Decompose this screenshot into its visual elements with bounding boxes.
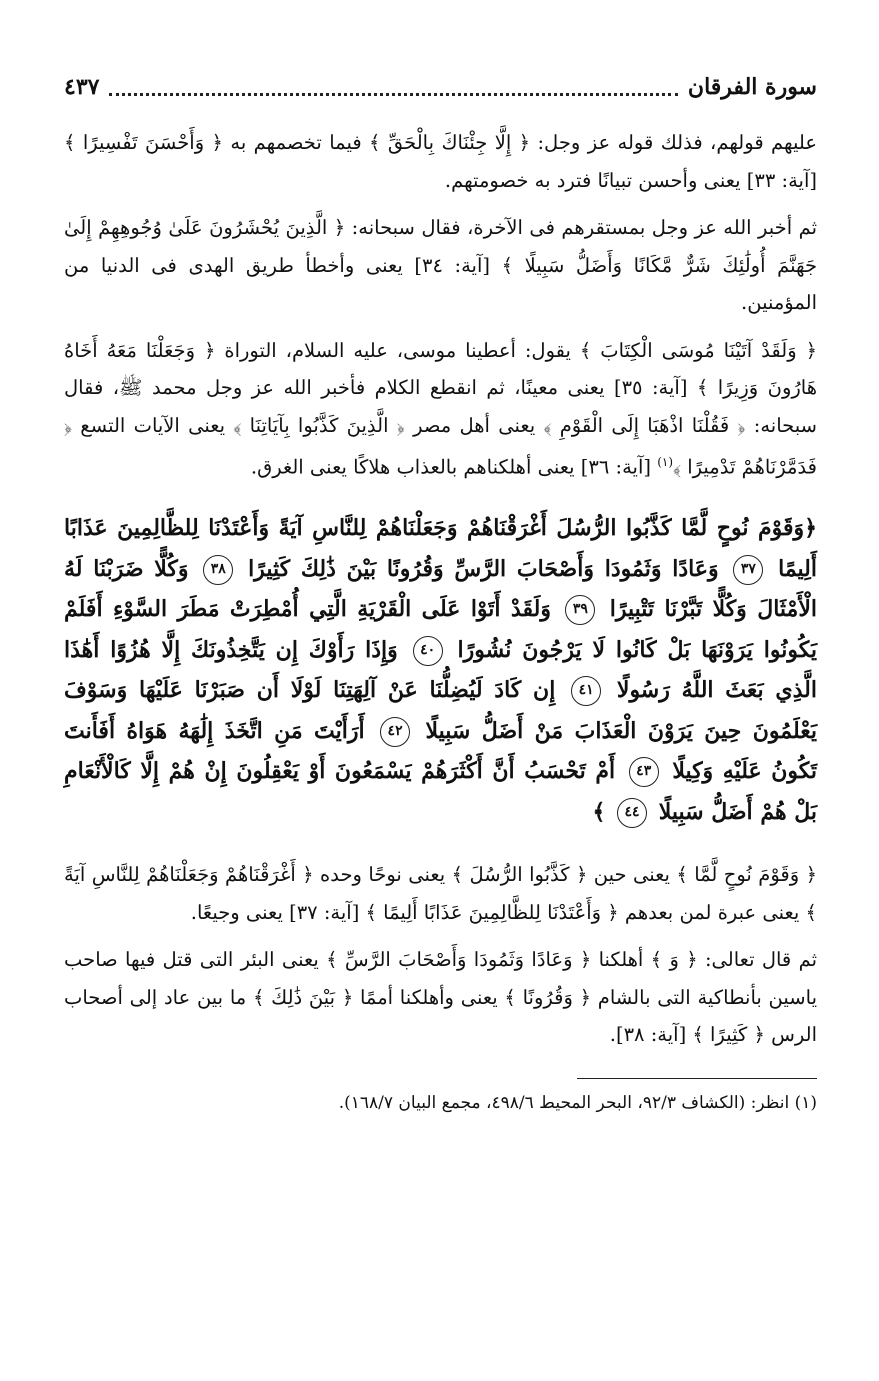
verse-number-43: ٤٣ bbox=[629, 757, 659, 787]
tafsir-paragraph-3 bbox=[64, 332, 817, 487]
verse-text: وَإِذَا رَأَوْكَ إِن يَتَّخِذُونَكَ إِلَّا هُزُوًا أَهَٰذَا الَّذِي بَعَثَ اللَّهُ رَسُولًا bbox=[64, 636, 817, 703]
commentary-paragraph-1: ﴿ وَقَوْمَ نُوحٍ لَّمَّا ﴾ يعنى حين ﴿ كَذَّبُوا الرُّسُلَ ﴾ يعنى نوحًا وحده ﴿ أَغْرَقْنَاهُمْ وَجَعَلْنَاهُمْ لِلنَّاسِ آيَةً ﴾ يعنى عبرة لمن بعدهم ﴿ وَأَعْتَدْنَا لِلظَّالِمِينَ عَذَابًا أَلِيمًا ﴾ [آية: ٣٧] يعنى وجيعًا. bbox=[64, 863, 817, 924]
footnote: (١) انظر: (الكشاف ٩٢/٣، البحر المحيط ٤٩٨/٦، مجمع البيان ١٦٨/٧). bbox=[338, 1092, 817, 1113]
verse-text: وَلَقَدْ أَتَوْا عَلَى الْقَرْيَةِ الَّتِي أُمْطِرَتْ مَطَرَ السَّوْءِ أَفَلَمْ يَكُونُوا يَرَوْنَهَا بَلْ كَانُوا لَا يَرْجُونَ نُشُورًا bbox=[64, 596, 818, 663]
verse-closing-bracket: ﴾ bbox=[592, 798, 606, 825]
verse-number-44: ٤٤ bbox=[617, 798, 647, 828]
verse-text: أَرَأَيْتَ مَنِ اتَّخَذَ إِلَٰهَهُ هَوَاهُ أَفَأَنتَ تَكُونُ عَلَيْهِ وَكِيلًا bbox=[64, 717, 818, 784]
footnote-separator bbox=[577, 1078, 817, 1079]
quran-verses-block bbox=[64, 508, 817, 832]
verse-number-42: ٤٢ bbox=[380, 717, 410, 747]
tafsir-paragraph-3-text: ﴿ وَلَقَدْ آتَيْنَا مُوسَى الْكِتَابَ ﴾ يقول: أعطينا موسى، عليه السلام، التوراة ﴿ وَجَعَلْنَا مَعَهُ أَخَاهُ هَارُونَ وَزِيرًا ﴾ [آية: ٣٥] يعنى معينًا، ثم انقطع الكلام فأخبر الله عز وجل محمد ﷺ، فقال سبحانه: ﴿ فَقُلْنَا اذْهَبَا إِلَى الْقَوْمِ ﴾ يعنى أهل مصر ﴿ الَّذِينَ كَذَّبُوا بِآيَاتِنَا ﴾ يعنى الآيات التسع ﴿ فَدَمَّرْنَاهُمْ تَدْمِيرًا ﴾ bbox=[64, 338, 818, 479]
tafsir-paragraph-3-tail: [آية: ٣٦] يعنى أهلكناهم بالعذاب هلاكًا يعنى الغرق. bbox=[250, 455, 658, 479]
verse-text: إِن كَادَ لَيُضِلُّنَا عَنْ آلِهَتِنَا لَوْلَا أَن صَبَرْنَا عَلَيْهَا وَسَوْفَ يَعْلَمُونَ حِينَ يَرَوْنَ الْعَذَابَ مَنْ أَضَلُّ سَبِيلًا bbox=[64, 677, 817, 744]
commentary-paragraph-2: ثم قال تعالى: ﴿ وَ ﴾ أهلكنا ﴿ وَعَادًا وَثَمُودَا وَأَصْحَابَ الرَّسِّ ﴾ يعنى البئر التى قتل فيها صاحب ياسين بأنطاكية التى بالشام ﴿ وَقُرُونًا ﴾ يعنى وأهلكنا أممًا ﴿ بَيْنَ ذَٰلِكَ ﴾ ما بين عاد إلى أصحاب الرس ﴿ كَثِيرًا ﴾ [آية: ٣٨]. bbox=[64, 948, 817, 1046]
verse-text: أَمْ تَحْسَبُ أَنَّ أَكْثَرَهُمْ يَسْمَعُونَ أَوْ يَعْقِلُونَ إِنْ هُمْ إِلَّا كَالْأَنْعَامِ بَلْ هُمْ أَضَلُّ سَبِيلًا bbox=[64, 758, 817, 825]
verse-text: ﴿وَقَوْمَ نُوحٍ لَّمَّا كَذَّبُوا الرُّسُلَ أَغْرَقْنَاهُمْ وَجَعَلْنَاهُمْ لِلنَّاسِ آيَةً وَأَعْتَدْنَا لِلظَّالِمِينَ عَذَابًا أَلِيمًا bbox=[64, 515, 817, 582]
verse-number-39: ٣٩ bbox=[565, 595, 595, 625]
surah-title: سورة الفرقان bbox=[687, 74, 817, 100]
verse-number-41: ٤١ bbox=[571, 676, 601, 706]
verse-text: وَعَادًا وَثَمُودَا وَأَصْحَابَ الرَّسِّ وَقُرُونًا بَيْنَ ذَٰلِكَ كَثِيرًا bbox=[248, 555, 719, 582]
page-header bbox=[64, 70, 817, 104]
tafsir-paragraph-1: عليهم قولهم، فذلك قوله عز وجل: ﴿ إِلَّا جِئْنَاكَ بِالْحَقِّ ﴾ فيما تخصمهم به ﴿ وَأَحْسَنَ تَفْسِيرًا ﴾ [آية: ٣٣] يعنى وأحسن تبيانًا فترد به خصومتهم. bbox=[64, 131, 817, 192]
book-page bbox=[64, 70, 817, 1361]
verse-number-40: ٤٠ bbox=[413, 636, 443, 666]
tafsir-paragraph-2: ثم أخبر الله عز وجل بمستقرهم فى الآخرة، فقال سبحانه: ﴿ الَّذِينَ يُحْشَرُونَ عَلَىٰ وُجُوهِهِمْ إِلَىٰ جَهَنَّمَ أُولَٰئِكَ شَرٌّ مَّكَانًا وَأَضَلُّ سَبِيلًا ﴾ [آية: ٣٤] يعنى وأخطأ طريق الهدى فى الدنيا من المؤمنين. bbox=[64, 216, 817, 314]
verse-number-38: ٣٨ bbox=[203, 555, 233, 585]
verse-number-37: ٣٧ bbox=[733, 555, 763, 585]
page-number: ٤٣٧ bbox=[64, 74, 100, 100]
verse-text: وَكُلًّا ضَرَبْنَا لَهُ الْأَمْثَالَ وَكُلًّا تَبَّرْنَا تَتْبِيرًا bbox=[64, 555, 817, 622]
footnote-marker: (١) bbox=[657, 455, 674, 469]
header-dot-leader bbox=[109, 79, 677, 96]
